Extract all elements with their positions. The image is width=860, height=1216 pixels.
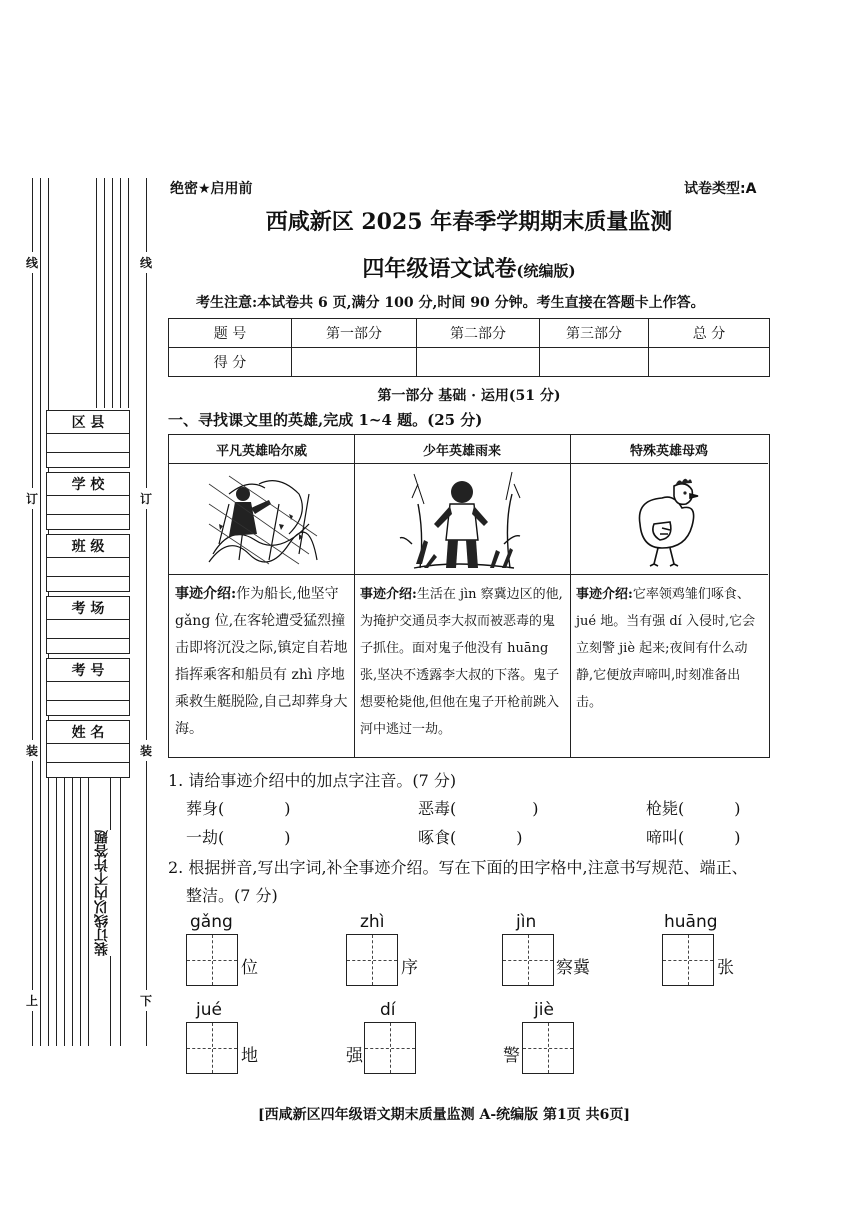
hero-title: 平凡英雄哈尔威 (169, 435, 354, 464)
hero-column (570, 435, 768, 757)
answer-close: ) (734, 828, 741, 847)
binding-line (120, 770, 121, 1046)
hero-column (354, 435, 571, 757)
score-header-cell: 第一部分 (292, 319, 417, 348)
hero-description (354, 575, 570, 749)
answer-close: ) (734, 799, 741, 818)
context-text: 地 (241, 1046, 258, 1066)
hero-column (169, 435, 355, 757)
exam-room-field[interactable] (46, 596, 130, 654)
answer-close: ) (532, 799, 539, 818)
binding-line (32, 178, 33, 1046)
answer-item[interactable] (646, 796, 741, 819)
answer-close: ) (516, 828, 523, 847)
field-label: 考 号 (47, 659, 129, 682)
page-subtitle (168, 252, 770, 283)
part-heading: 第一部分 基础 · 运用(51 分) (377, 388, 561, 404)
district-field[interactable] (46, 410, 130, 468)
field-label: 姓 名 (47, 721, 129, 744)
answer-item[interactable] (418, 825, 523, 848)
margin-mark: 线 (140, 252, 152, 273)
margin-mark: 订 (26, 488, 38, 509)
context-text: 序 (401, 958, 418, 978)
subtitle-text: 四年级语文试卷 (362, 256, 517, 282)
score-header-cell: 第三部分 (540, 319, 649, 348)
score-header-cell: 题 号 (169, 319, 292, 348)
answer-item[interactable] (186, 825, 291, 848)
margin-mark: 线 (26, 252, 38, 273)
hero-image (169, 464, 354, 575)
hero-image (570, 464, 768, 575)
margin-mark: 装 (140, 740, 152, 761)
field-label: 学 校 (47, 473, 129, 496)
tianzige-box[interactable] (186, 934, 238, 986)
paper-type: 试卷类型:A (684, 181, 757, 197)
binding-line (128, 178, 129, 408)
pinyin-label: dí (380, 1000, 396, 1020)
answer-close: ) (284, 828, 291, 847)
context-text: 察冀 (556, 958, 590, 978)
field-label: 班 级 (47, 535, 129, 558)
binding-line (56, 770, 57, 1046)
question-1-stem: 1. 请给事迹介绍中的加点字注音。(7 分) (168, 771, 457, 790)
page-title: 西咸新区 2025 年春季学期期末质量监测 (265, 209, 673, 235)
binding-line (146, 178, 147, 1046)
school-field[interactable] (46, 472, 130, 530)
field-label: 区 县 (47, 411, 129, 434)
yulai-illustration (354, 464, 570, 574)
context-text: 强 (346, 1046, 363, 1066)
binding-line (40, 178, 41, 1046)
answer-item-word: 啄食( (418, 828, 457, 847)
context-text: 警 (503, 1046, 520, 1066)
margin-mark: 上 (26, 990, 38, 1011)
question-2-stem-cont: 整洁。(7 分) (186, 886, 278, 905)
pinyin-label: jìn (516, 912, 537, 932)
tianzige-box[interactable] (186, 1022, 238, 1074)
margin-mark: 装 (26, 740, 38, 761)
answer-item-word: 一劫( (186, 828, 225, 847)
description-label: 事迹介绍: (175, 586, 237, 602)
hen-illustration (570, 464, 768, 574)
tianzige-box[interactable] (662, 934, 714, 986)
hero-title: 少年英雄雨来 (354, 435, 570, 464)
answer-item-word: 枪毙( (646, 799, 685, 818)
pinyin-label: zhì (360, 912, 385, 932)
captain-illustration (169, 464, 354, 574)
pinyin-label: jué (196, 1000, 222, 1020)
hero-title: 特殊英雄母鸡 (570, 435, 768, 464)
answer-item-word: 恶毒( (418, 799, 457, 818)
answer-item-word: 啼叫( (646, 828, 685, 847)
question-2-stem: 2. 根据拼音,写出字词,补全事迹介绍。写在下面的田字格中,注意书写规范、端正、 (168, 858, 748, 877)
binding-line (80, 770, 81, 1046)
description-label: 事迹介绍: (360, 587, 417, 602)
tianzige-box[interactable] (346, 934, 398, 986)
description-text: 它率领鸡雏们啄食、jué 地。当有强 dí 入侵时,它会立刻警 jiè 起来;夜间有什么动静,它便放声啼叫,时刻准备出击。 (576, 587, 756, 710)
binding-line (72, 770, 73, 1046)
tianzige-box[interactable] (522, 1022, 574, 1074)
candidate-notice: 考生注意:本试卷共 6 页,满分 100 分,时间 90 分钟。考生直接在答题卡上作答。 (196, 295, 705, 311)
tianzige-box[interactable] (364, 1022, 416, 1074)
pinyin-label: huāng (664, 912, 718, 932)
pinyin-label: jiè (534, 1000, 554, 1020)
confidential-mark: 绝密★启用前 (170, 181, 253, 197)
page-footer: [西咸新区四年级语文期末质量监测 A-统编版 第1页 共6页] (258, 1107, 631, 1123)
name-field[interactable] (46, 720, 130, 778)
binding-line (88, 770, 89, 1046)
pinyin-label: gǎng (190, 912, 233, 932)
answer-item-word: 葬身( (186, 799, 225, 818)
score-header-cell: 第二部分 (417, 319, 540, 348)
section-heading: 一、寻找课文里的英雄,完成 1~4 题。(25 分) (168, 411, 483, 429)
context-text: 位 (241, 958, 258, 978)
exam-number-field[interactable] (46, 658, 130, 716)
context-text: 张 (717, 958, 734, 978)
answer-item[interactable] (418, 796, 539, 819)
description-text: 作为船长,他坚守 gǎng 位,在客轮遭受猛烈撞击即将沉没之际,镇定自若地指挥乘客和船员有 zhì 序地乘救生艇脱险,自己却葬身大海。 (175, 586, 348, 737)
score-cell[interactable] (649, 348, 770, 377)
margin-mark: 订 (140, 488, 152, 509)
answer-item[interactable] (186, 796, 291, 819)
field-label: 考 场 (47, 597, 129, 620)
score-cell[interactable] (292, 348, 417, 377)
hero-description (570, 575, 768, 722)
binding-line (112, 178, 113, 408)
description-text: 生活在 jìn 察冀边区的他,为掩护交通员李大叔而被恶毒的鬼子抓住。面对鬼子他没有 huāng 张,坚决不透露李大叔的下落。鬼子想要枪毙他,但他在鬼子开枪前跳入河中逃过一劫。 (360, 587, 563, 737)
description-label: 事迹介绍: (576, 587, 633, 602)
score-cell[interactable] (417, 348, 540, 377)
binding-line (120, 178, 121, 408)
edition-text: (统编版) (516, 262, 576, 280)
answer-close: ) (284, 799, 291, 818)
hero-image (354, 464, 570, 575)
score-header-cell: 总 分 (649, 319, 770, 348)
hero-description (169, 575, 354, 749)
score-table (168, 318, 770, 377)
tianzige-box[interactable] (502, 934, 554, 986)
binding-line (64, 770, 65, 1046)
binding-line (104, 178, 105, 408)
binding-line (96, 178, 97, 408)
binding-warning: 装订线以内不许答题 (94, 830, 110, 956)
score-cell[interactable] (540, 348, 649, 377)
heroes-table (168, 434, 770, 758)
margin-mark: 下 (140, 990, 152, 1011)
score-row-label: 得 分 (169, 348, 292, 377)
answer-item[interactable] (646, 825, 741, 848)
class-field[interactable] (46, 534, 130, 592)
